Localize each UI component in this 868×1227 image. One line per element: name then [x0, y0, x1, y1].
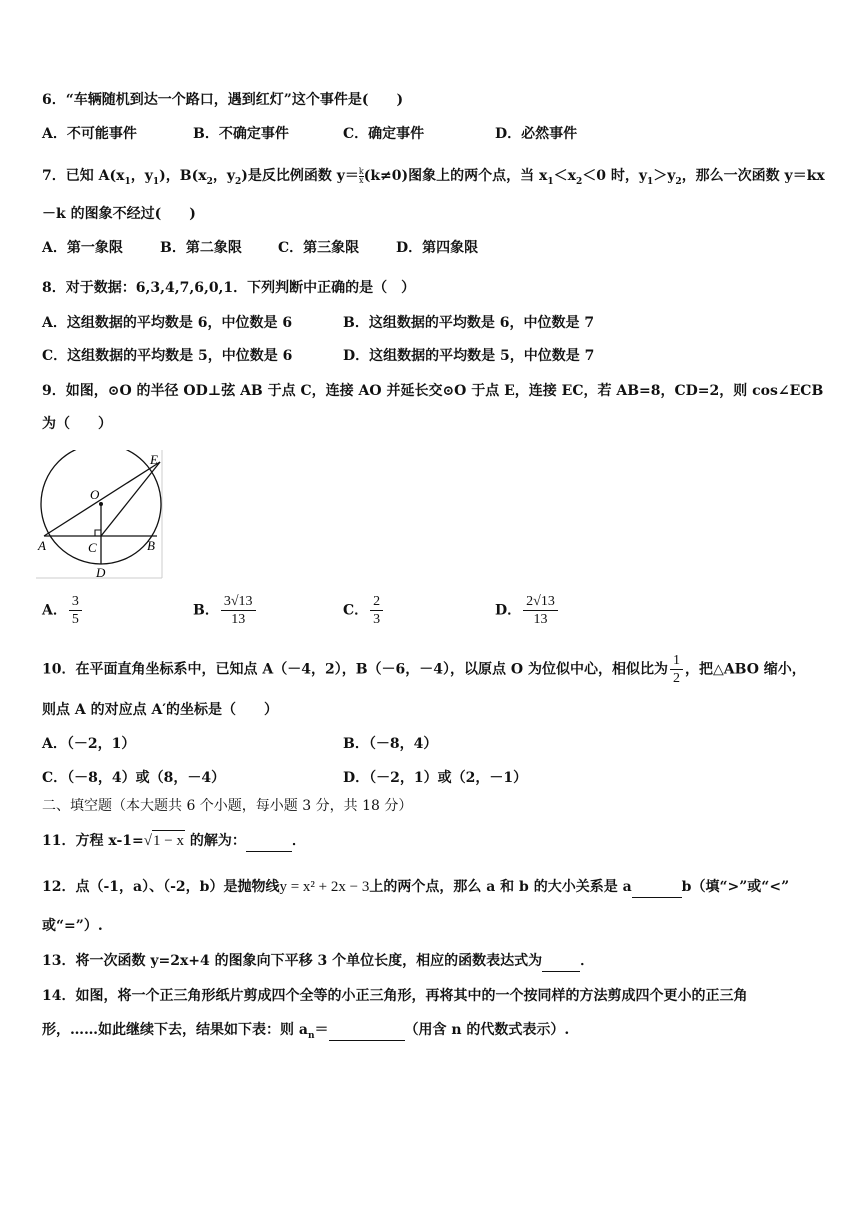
q6-option-a[interactable]: A．不可能事件 — [42, 126, 137, 142]
q10-option-b[interactable]: B．（－8，4） — [343, 736, 438, 752]
q10-option-c[interactable]: C．（－8，4）或（8，－4） — [42, 770, 226, 786]
q6-option-c[interactable]: C．确定事件 — [343, 126, 425, 142]
center-point — [99, 502, 103, 506]
q7-stem: 7．已知 $A(x_1$，$y_1$)，$B(x_2$，$y_2$)是反比例函数 $y=\frac{k}{x}$ (k≠0)图象上的两个点，当 $x_1<x_2<0$ 时，$y_1>y_2$，那么一次函数 y＝kx — [42, 166, 825, 187]
q8-option-a[interactable]: A．这组数据的平均数是 6，中位数是 6 — [42, 315, 293, 331]
label-a: A — [38, 538, 46, 553]
q11-answer-blank[interactable] — [246, 831, 292, 852]
q9-option-c[interactable]: C． $\frac{2}{3}$ — [343, 593, 385, 628]
q7-option-b[interactable]: B．第二象限 — [160, 240, 242, 256]
q9-option-a[interactable]: A． $\frac{3}{5}$ — [42, 593, 84, 628]
q10-option-d[interactable]: D．（－2，1）或（2，－1） — [343, 770, 528, 786]
q8-stem: 8．对于数据：6,3,4,7,6,0,1．下列判断中正确的是（ ） — [42, 280, 416, 296]
q14-stem: 14．如图，将一个正三角形纸片剪成四个全等的小正三角形，再将其中的一个按同样的方法剪成四个更小的正三角 — [42, 988, 748, 1004]
label-e: E — [150, 452, 158, 467]
q8-option-b[interactable]: B．这组数据的平均数是 6，中位数是 7 — [343, 315, 595, 331]
q9-stem: 9．如图，⊙O 的半径 OD⊥弦 AB 于点 C，连接 AO 并延长交⊙O 于点 E，连接 EC，若 AB=8，CD=2，则 cos∠ECB — [42, 383, 824, 399]
q11-stem: 11．方程 x-1=√1 − x 的解为： ． — [42, 830, 306, 852]
q6-option-d[interactable]: D．必然事件 — [495, 126, 578, 142]
line-ae — [44, 462, 160, 536]
q14-answer-blank[interactable] — [329, 1020, 405, 1041]
ratio-fraction: $\frac{1}{2}$ — [670, 652, 683, 687]
q12-stem-line2: 或“=”）. — [42, 918, 103, 934]
fraction-k-over-x: $\frac{k}{x}$ — [358, 166, 364, 185]
q13-stem: 13．将一次函数 y=2x+4 的图象向下平移 3 个单位长度，相应的函数表达式为 ． — [42, 951, 594, 972]
q8-option-c[interactable]: C．这组数据的平均数是 5，中位数是 6 — [42, 348, 293, 364]
q9-option-b[interactable]: B． $\frac{3√13}{13}$ — [193, 593, 258, 628]
label-b: B — [147, 538, 155, 553]
line-ec — [101, 462, 160, 536]
q14-stem-line2: 形，……如此继续下去，结果如下表：则 $a_n=$ （用含 n 的代数式表示）. — [42, 1022, 570, 1041]
q12-stem: 12．点（-1，a）、（-2，b）是抛物线y = x² + 2x − 3上的两个点，那么 a 和 b 的大小关系是 a b（填“>”或“<” — [42, 877, 789, 898]
q6-stem: 6．“车辆随机到达一个路口，遇到红灯”这个事件是( ) — [42, 92, 404, 108]
section-heading: 二、填空题（本大题共 6 个小题，每小题 3 分，共 18 分） — [42, 798, 413, 814]
q10-stem-line2: 则点 A 的对应点 A′的坐标是（ ） — [42, 702, 279, 718]
q13-answer-blank[interactable] — [542, 951, 580, 972]
q8-option-d[interactable]: D．这组数据的平均数是 5，中位数是 7 — [343, 348, 595, 364]
q12-answer-blank[interactable] — [632, 877, 682, 898]
q10-option-a[interactable]: A．（－2，1） — [42, 736, 136, 752]
q7-stem-line2: －k 的图象不经过( ) — [42, 206, 196, 222]
circle-figure — [36, 450, 168, 582]
parabola-expression: y = x² + 2x − 3 — [279, 879, 370, 895]
q10-stem: 10．在平面直角坐标系中，已知点 A（－4，2），B（－6，－4），以原点 O 为位似中心，相似比为 $\frac{1}{2}$ ，把△ABO 缩小， — [42, 653, 806, 686]
q9-option-d[interactable]: D． $\frac{2√13}{13}$ — [495, 593, 560, 628]
q7-option-c[interactable]: C．第三象限 — [278, 240, 360, 256]
label-c: C — [88, 540, 97, 555]
q7-option-a[interactable]: A．第一象限 — [42, 240, 123, 256]
q6-option-b[interactable]: B．不确定事件 — [193, 126, 289, 142]
label-o: O — [90, 487, 100, 502]
q7-option-d[interactable]: D．第四象限 — [396, 240, 479, 256]
q9-stem-line2: 为（ ） — [42, 416, 112, 432]
label-d: D — [96, 565, 106, 580]
right-angle-mark — [95, 530, 101, 536]
